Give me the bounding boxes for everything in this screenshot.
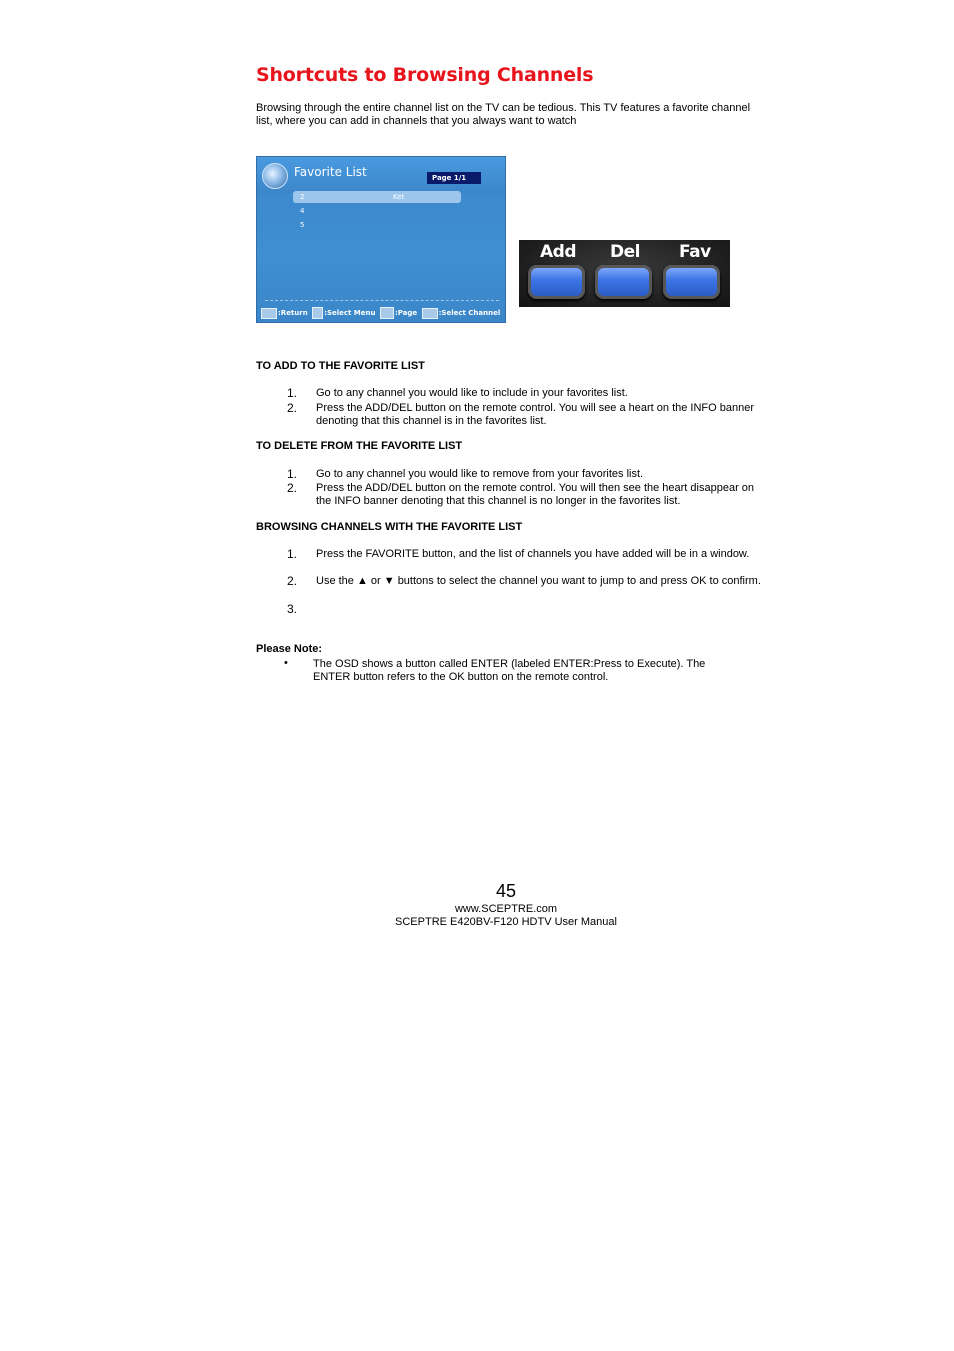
list-item: Press the FAVORITE button, and the list of channels you have added will be in a window. — [316, 548, 750, 560]
del-label: Del — [610, 242, 640, 262]
list-number: 1. — [287, 386, 298, 400]
osd-channel-row — [293, 219, 461, 231]
list-number: 3. — [287, 602, 298, 616]
page-title: Shortcuts to Browsing Channels — [256, 64, 594, 86]
page-number: 45 — [495, 881, 517, 901]
osd-return-hint: :Return — [278, 309, 308, 317]
list-item: Go to any channel you would like to remove from your favorites list. — [316, 468, 644, 480]
section-heading-delete: TO DELETE FROM THE FAVORITE LIST — [256, 440, 463, 452]
list-number: 1. — [287, 547, 298, 561]
footer-manual-title: SCEPTRE E420BV-F120 HDTV User Manual — [395, 916, 617, 928]
section-heading-browsing: BROWSING CHANNELS WITH THE FAVORITE LIST — [256, 521, 523, 533]
note-text: The OSD shows a button called ENTER (labeled ENTER:Press to Execute). The ENTER button refers to the OK button on the remote control. — [313, 658, 706, 683]
bullet: • — [284, 657, 288, 669]
osd-channel-number: 2 — [300, 193, 305, 201]
favorite-list-screenshot — [256, 156, 506, 323]
updown-key-icon — [312, 307, 323, 319]
osd-title: Favorite List — [294, 165, 367, 179]
osd-select-channel-hint: :Select Channel — [438, 309, 501, 317]
osd-footer — [261, 307, 505, 319]
osd-select-menu-hint: :Select Menu — [324, 309, 376, 317]
list-item: Go to any channel you would like to include in your favorites list. — [316, 387, 628, 399]
list-item: Press the ADD/DEL button on the remote control. You will see a heart on the INFO banner denoting that this channel is in the favorites list. — [316, 402, 755, 427]
osd-page-hint: :Page — [394, 309, 418, 317]
note-heading: Please Note: — [256, 643, 323, 655]
osd-page-indicator: Page 1/1 — [427, 172, 481, 184]
list-item: Use the ▲ or ▼ buttons to select the channel you want to jump to and press OK to confirm. — [316, 575, 761, 587]
list-number: 2. — [287, 481, 298, 495]
list-number: 2. — [287, 574, 298, 588]
del-button-photo — [595, 265, 652, 299]
osd-channel-name: Ket — [393, 193, 405, 201]
osd-channel-row — [293, 191, 461, 203]
osd-channel-number: 5 — [300, 221, 305, 229]
osd-channel-row — [293, 205, 461, 217]
intro-paragraph: Browsing through the entire channel list on the TV can be tedious. This TV features a favorite channel list, where you can add in channels that you always want to watch — [256, 102, 751, 127]
osd-channel-number: 4 — [300, 207, 305, 215]
page-key-icon — [380, 307, 394, 319]
add-label: Add — [540, 242, 576, 262]
remote-buttons-photo — [519, 240, 730, 307]
footer-url: www.SCEPTRE.com — [454, 903, 558, 915]
list-number: 1. — [287, 467, 298, 481]
list-number: 2. — [287, 401, 298, 415]
fav-button-photo — [663, 265, 720, 299]
osd-divider — [265, 300, 499, 301]
disc-icon — [262, 163, 288, 189]
add-button-photo — [528, 265, 585, 299]
menu-key-icon — [261, 308, 277, 319]
section-heading-add: TO ADD TO THE FAVORITE LIST — [256, 360, 425, 372]
fav-label: Fav — [679, 242, 711, 262]
enter-key-icon — [422, 308, 438, 319]
list-item: Press the ADD/DEL button on the remote control. You will then see the heart disappear on the INFO banner denoting that this channel is no longer in the favorites list. — [316, 482, 755, 507]
